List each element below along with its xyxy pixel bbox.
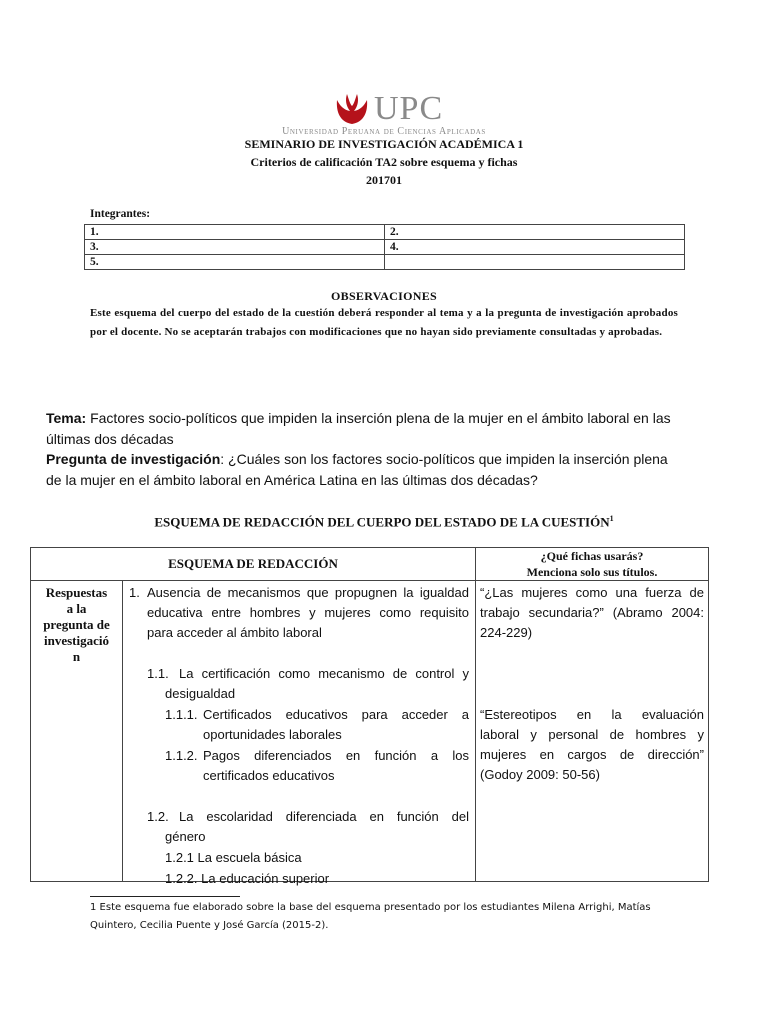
course-subtitle: Criterios de calificación TA2 sobre esquema y fichas	[250, 155, 518, 169]
footnote	[90, 899, 690, 935]
footnote-divider	[90, 896, 240, 897]
answers-label-cell	[31, 581, 123, 882]
answers-label-line: Respuestas	[45, 585, 108, 600]
answers-label-line: pregunta de	[43, 617, 110, 632]
member-cell[interactable]: 4.	[385, 240, 685, 255]
observations-title: OBSERVACIONES	[331, 289, 437, 303]
member-cell[interactable]: 1.	[85, 225, 385, 240]
outline-number: 1.1.1.	[165, 707, 198, 722]
schema-column-header: ESQUEMA DE REDACCIÓN	[31, 548, 476, 581]
outline-number: 1.	[129, 585, 140, 600]
upc-emblem-icon	[334, 92, 370, 126]
members-table	[84, 224, 685, 270]
ficha-1: 224-229)	[480, 625, 533, 640]
ficha-1: “¿Las mujeres como una fuerza de	[480, 585, 704, 600]
course-period: 201701	[366, 173, 402, 187]
answers-label-line: investigació	[44, 633, 109, 648]
outline-item-1-2-1: 1.2.1 La escuela básica	[165, 850, 302, 865]
fichas-cell[interactable]	[476, 581, 709, 882]
answers-label-line: a la	[66, 601, 87, 616]
university-name: Universidad Peruana de Ciencias Aplicadas	[282, 126, 486, 137]
outline-number: 1.1.2.	[165, 748, 198, 763]
upc-logo	[0, 92, 768, 138]
outline-item-1: Ausencia de mecanismos que propugnen la igualdad	[147, 585, 469, 600]
outline-item-1-2: género	[165, 829, 206, 844]
fichas-header-line: Menciona solo sus títulos.	[526, 565, 658, 579]
member-cell[interactable]: 2.	[385, 225, 685, 240]
outline-item-1-1-1: Certificados educativos para acceder a	[203, 707, 469, 722]
outline-item-1-1-2: Pagos diferenciados en función a los	[203, 748, 469, 763]
footnote-line: Quintero, Cecilia Puente y José García (2015-2).	[90, 920, 329, 931]
pregunta-text: : ¿Cuáles son los factores socio-políticos que impiden la inserción plena de la mujer en el ámbito laboral en América Latina en las últimas dos décadas?	[46, 451, 668, 488]
footnote-line: 1 Este esquema fue elaborado sobre la base del esquema presentado por los estudiantes Milena Arrighi, Matías	[90, 902, 651, 913]
pregunta-label: Pregunta de investigación	[46, 451, 221, 467]
footnote-ref: 1	[609, 514, 614, 523]
fichas-header-line: ¿Qué fichas usarás?	[540, 549, 644, 563]
schema-title	[0, 510, 768, 531]
ficha-2: “Estereotipos en la evaluación	[480, 707, 704, 722]
outline-item-1-1-2: certificados educativos	[203, 768, 335, 783]
member-cell[interactable]: 5.	[85, 255, 385, 270]
ficha-1: trabajo secundaria?” (Abramo 2004:	[480, 605, 704, 620]
answers-label-line: n	[72, 649, 81, 664]
outline-item-1-2: La escolaridad diferenciada en función del	[179, 809, 469, 824]
outline-number: 1.1.	[147, 666, 169, 681]
tema-label: Tema:	[46, 410, 87, 426]
upc-logo-text: UPC	[374, 90, 444, 127]
table-row	[85, 225, 685, 240]
ficha-2: laboral y personal de hombres y	[480, 727, 704, 742]
member-cell[interactable]	[385, 255, 685, 270]
tema-text: Factores socio-políticos que impiden la inserción plena de la mujer en el ámbito laboral en las últimas dos décadas	[46, 410, 671, 447]
table-row	[85, 255, 685, 270]
outline-item-1: para acceder al ámbito laboral	[147, 625, 322, 640]
member-cell[interactable]: 3.	[85, 240, 385, 255]
schema-title-text: ESQUEMA DE REDACCIÓN DEL CUERPO DEL ESTADO DE LA CUESTIÓN	[154, 514, 610, 530]
table-header-row	[31, 548, 709, 581]
outline-item-1-1-1: oportunidades laborales	[203, 727, 342, 742]
fichas-column-header	[476, 548, 709, 581]
pregunta-paragraph	[46, 449, 682, 491]
ficha-2: mujeres en cargos de dirección”	[480, 747, 704, 762]
outline-item-1-2-2: 1.2.2. La educación superior	[165, 871, 330, 886]
course-title: SEMINARIO DE INVESTIGACIÓN ACADÉMICA 1	[244, 137, 524, 151]
table-row	[85, 240, 685, 255]
outline-item-1-1: desigualdad	[165, 686, 236, 701]
table-row	[31, 581, 709, 882]
schema-table	[30, 547, 709, 886]
outline-item-1: educativa entre hombres y mujeres como requisito	[147, 605, 469, 620]
schema-outline-cell[interactable]	[123, 581, 476, 886]
ficha-2: (Godoy 2009: 50-56)	[480, 767, 600, 782]
observations-text: Este esquema del cuerpo del estado de la cuestión deberá responder al tema y a la pregunta de investigación aprobados por el docente. No se aceptarán trabajos con modificaciones que no hayan sido previamente consultadas y aprobadas.	[90, 307, 678, 338]
members-label: Integrantes:	[90, 208, 151, 220]
outline-item-1-1: La certificación como mecanismo de control y	[179, 666, 469, 681]
outline-number: 1.2.	[147, 809, 169, 824]
tema-paragraph	[46, 408, 682, 450]
